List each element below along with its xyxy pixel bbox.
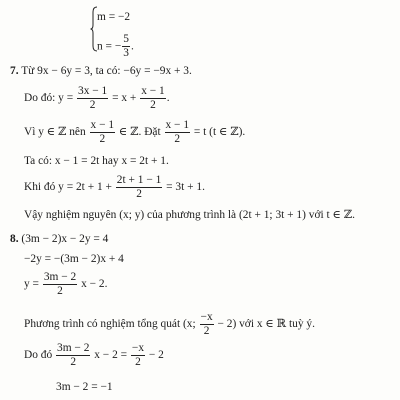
problem-8-line-3: y = $\frac{3m - 2}{2}$ x − 2. [24,271,108,298]
problem-7-line-4: Ta có: x − 1 = 2t hay x = 2t + 1. [24,155,169,167]
problem-7-line-5: Khi đó y = 2t + 1 + $\frac{2t + 1 - 1}{2}$ = 3t + 1. [24,174,205,201]
system-row-1: m = −2 [97,11,131,23]
problem-7-line-6: Vậy nghiệm nguyên (x; y) của phương trình là (2t + 1; 3t + 1) với t ∈ ℤ. [24,209,355,221]
system-row-2: n = − $\frac{5}{3}$ . [97,33,134,60]
problem-8-line-2: −2y = −(3m − 2)x + 4 [24,253,124,265]
problem-7-line-1: 7. Từ 9x − 6y = 3, ta có: −6y = −9x + 3. [10,65,192,77]
problem-8-line-4: Phương trình có nghiệm tổng quát (x; $\frac{-x}{2}$ − 2) với x ∈ ℝ tuỳ ý. [24,311,315,338]
problem-8-line-5: Do đó $\frac{3m - 2}{2}$ x − 2 = $\frac{-x}{2}$ − 2 [24,342,164,369]
equation-system [90,6,150,60]
problem-7-line-2: Do đó: y = $\frac{3x - 1}{2}$ = x + $\frac{x - 1}{2}$ . [24,85,170,112]
problem-7-number: 7. [10,65,19,77]
problem-7-line-3: Vì y ∈ ℤ nên $\frac{x - 1}{2}$ ∈ ℤ. Đặt $\frac{x - 1}{2}$ = t (t ∈ ℤ). [24,119,246,146]
problem-8-number: 8. [10,233,19,245]
problem-8-line-1: 8. (3m − 2)x − 2y = 4 [10,233,109,245]
problem-8-line-6: 3m − 2 = −1 [56,381,113,393]
